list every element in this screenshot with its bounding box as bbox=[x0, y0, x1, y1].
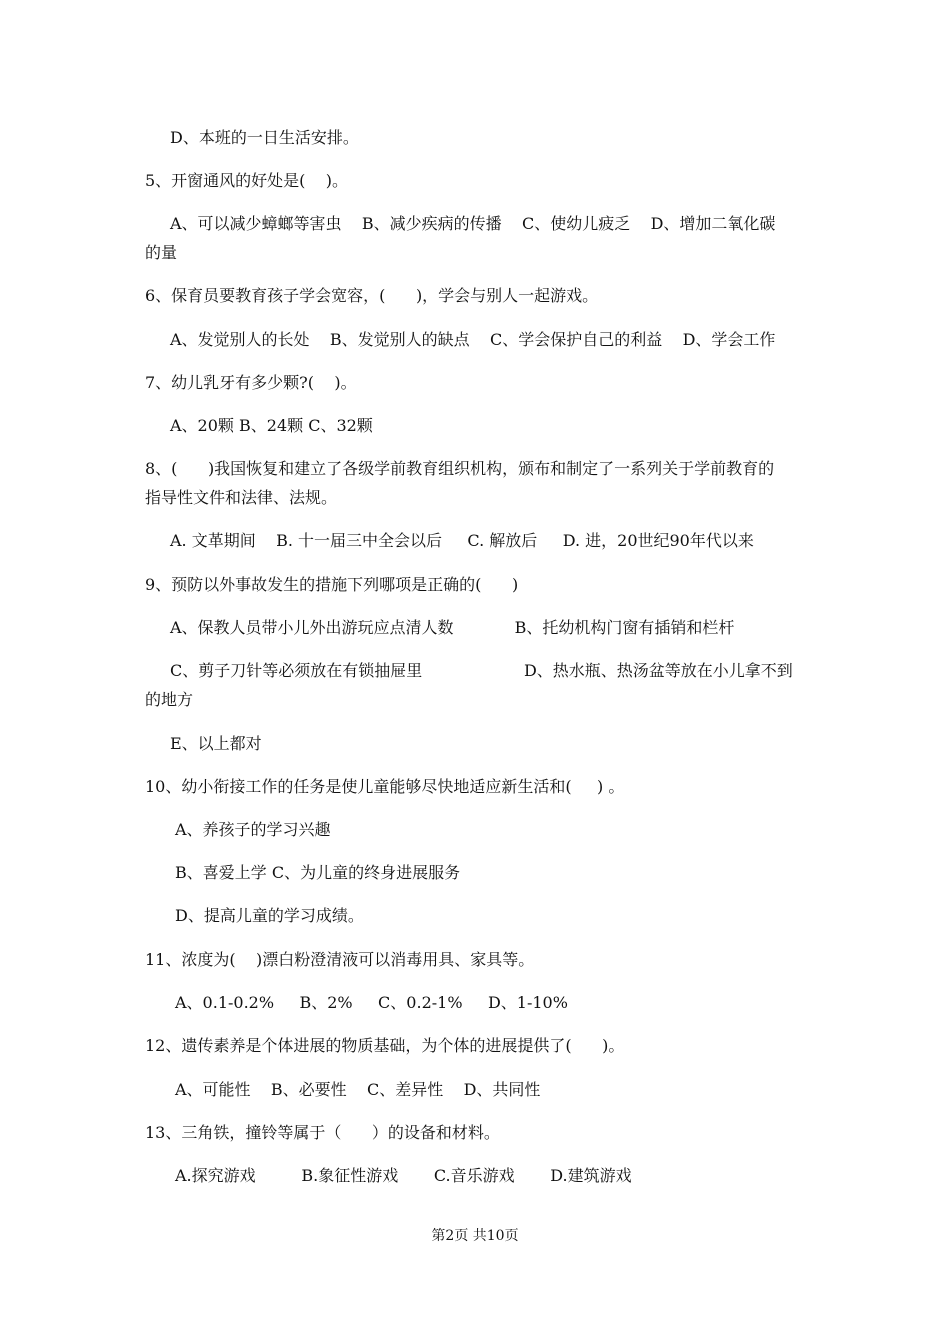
q10-question: 10、幼小衔接工作的任务是使儿童能够尽快地适应新生活和( ) 。 bbox=[145, 777, 625, 796]
q6-question: 6、保育员要教育孩子学会宽容，( )，学会与别人一起游戏。 bbox=[145, 286, 599, 305]
q5-question: 5、开窗通风的好处是( )。 bbox=[145, 171, 349, 190]
q7-options: A、20颗 B、24颗 C、32颗 bbox=[170, 416, 373, 435]
q8-question: 8、( )我国恢复和建立了各级学前教育组织机构，颁布和制定了一系列关于学前教育的 bbox=[145, 459, 775, 478]
page-footer: 第2页 共10页 bbox=[431, 1228, 519, 1244]
q10-option-a: A、养孩子的学习兴趣 bbox=[175, 820, 331, 839]
q13-question: 13、三角铁，撞铃等属于（ ）的设备和材料。 bbox=[145, 1123, 500, 1142]
q13-options: A.探究游戏 B.象征性游戏 C.音乐游戏 D.建筑游戏 bbox=[175, 1166, 632, 1185]
q9-option-e: E、以上都对 bbox=[170, 734, 262, 753]
q12-question: 12、遗传素养是个体进展的物质基础，为个体的进展提供了( )。 bbox=[145, 1036, 625, 1055]
q8-question-continued: 指导性文件和法律、法规。 bbox=[145, 488, 338, 507]
q10-option-d: D、提高儿童的学习成绩。 bbox=[175, 906, 364, 925]
q7-question: 7、幼儿乳牙有多少颗?( )。 bbox=[145, 373, 357, 392]
q9-options-continued: 的地方 bbox=[145, 690, 194, 709]
q11-question: 11、浓度为( )漂白粉澄清液可以消毒用具、家具等。 bbox=[145, 950, 535, 969]
q5-options: A、可以减少蟑螂等害虫 B、减少疾病的传播 C、使幼儿疲乏 D、增加二氧化碳 bbox=[170, 214, 776, 233]
q9-options-cd: C、剪子刀针等必须放在有锁抽屉里 D、热水瓶、热汤盆等放在小儿拿不到 bbox=[170, 661, 793, 680]
q4-option-d: D、本班的一日生活安排。 bbox=[170, 128, 359, 147]
q10-options-bc: B、喜爱上学 C、为儿童的终身进展服务 bbox=[175, 863, 461, 882]
q8-options: A. 文革期间 B. 十一届三中全会以后 C. 解放后 D. 进，20世纪90年代以来 bbox=[170, 531, 754, 550]
q9-question: 9、预防以外事故发生的措施下列哪项是正确的( ) bbox=[145, 575, 519, 594]
q5-options-continued: 的量 bbox=[145, 243, 178, 262]
q11-options: A、0.1-0.2% B、2% C、0.2-1% D、1-10% bbox=[175, 993, 568, 1012]
q6-options: A、发觉别人的长处 B、发觉别人的缺点 C、学会保护自己的利益 D、学会工作 bbox=[170, 330, 776, 349]
q12-options: A、可能性 B、必要性 C、差异性 D、共同性 bbox=[175, 1080, 541, 1099]
q9-options-ab: A、保教人员带小儿外出游玩应点清人数 B、托幼机构门窗有插销和栏杆 bbox=[170, 618, 735, 637]
